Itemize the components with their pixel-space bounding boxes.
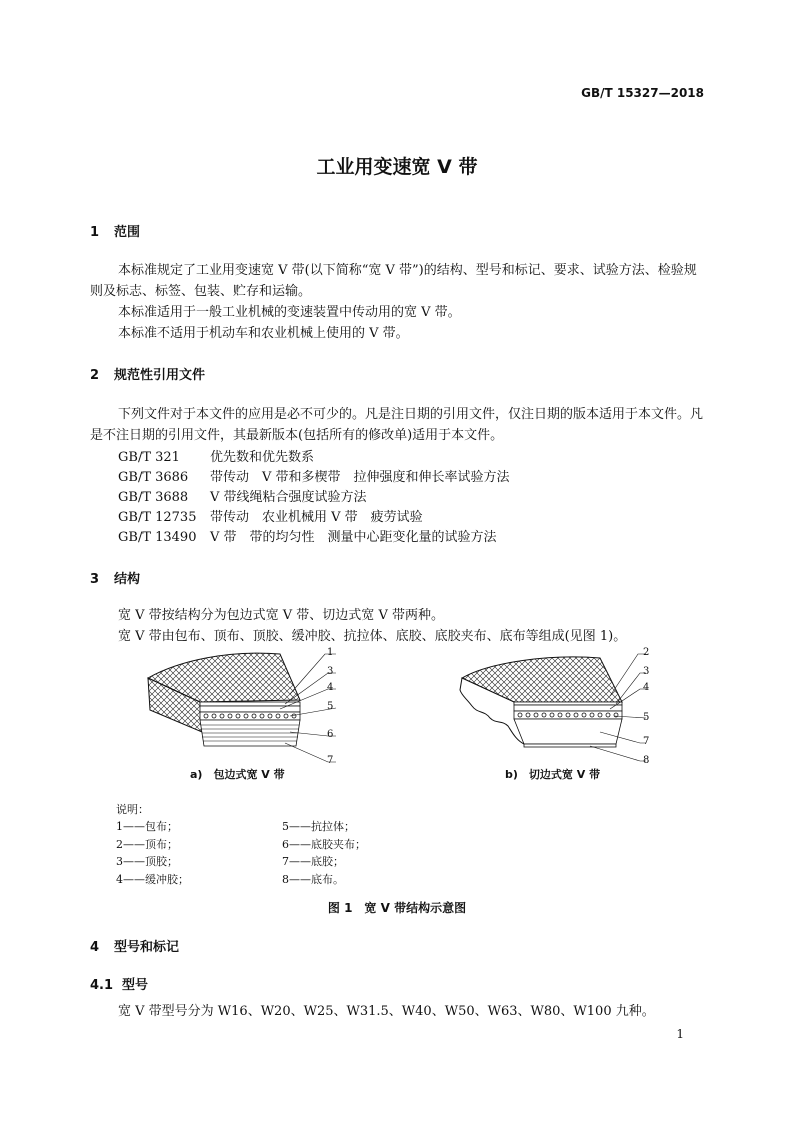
cushion-layer (200, 712, 300, 720)
reference-title: 带传动 V 带和多楔带 拉伸强度和伸长率试验方法 (210, 470, 510, 485)
section-4-heading (90, 936, 179, 955)
callout-label: 6 (327, 729, 334, 740)
section-number: 4.1 (90, 978, 114, 993)
callout-label: 1 (327, 647, 334, 658)
bottom-cloth-layer (524, 744, 616, 747)
figure-a-belt-diagram (140, 640, 350, 775)
legend-item: 6——底胶夹布； (282, 838, 366, 851)
reference-title: 优先数和优先数系 (210, 450, 315, 465)
top-cloth-layer (514, 702, 622, 705)
callout-label: 4 (327, 682, 334, 693)
reference-code: GB/T 13490 (118, 530, 197, 545)
figure-caption: 图 1 宽 V 带结构示意图 (327, 901, 467, 915)
page-title: 工业用变速宽 V 带 (316, 156, 478, 178)
legend-item: 3——顶胶； (116, 855, 178, 868)
legend-item: 2——顶布； (116, 838, 178, 851)
reference-title: 带传动 农业机械用 V 带 疲劳试验 (210, 510, 423, 525)
paragraph: 宽 V 带型号分为 W16、W20、W25、W31.5、W40、W50、W63、W80、W100 九种。 (118, 1004, 655, 1019)
callout-label: 2 (643, 647, 650, 658)
legend-item: 7——底胶； (282, 855, 344, 868)
paragraph: 本标准适用于一般工业机械的变速装置中传动用的宽 V 带。 (118, 305, 461, 320)
reference-item (118, 486, 367, 505)
section-title: 型号和标记 (114, 940, 180, 955)
page-number: 1 (676, 1027, 684, 1041)
paragraph: 本标准规定了工业用变速宽 V 带(以下简称“宽 V 带”)的结构、型号和标记、要求、试验方法、检验规则及标志、标签、包装、贮存和运输。 (90, 263, 697, 299)
figure-a-caption: a) 包边式宽 V 带 (190, 768, 285, 781)
legend-item: 4——缓冲胶； (116, 873, 189, 886)
section-title: 型号 (122, 978, 149, 993)
paragraph: 宽 V 带按结构分为包边式宽 V 带、切边式宽 V 带两种。 (118, 608, 444, 623)
callout-label: 3 (327, 666, 334, 677)
legend-item: 5——抗拉体； (282, 820, 355, 833)
callout-label: 5 (643, 712, 650, 723)
callout-label: 7 (643, 736, 650, 747)
section-title: 结构 (114, 572, 141, 587)
section-1-heading (90, 221, 140, 240)
top-rubber-layer (514, 705, 622, 711)
section-2-heading (90, 364, 205, 383)
bottom-rubber-layer (514, 719, 622, 744)
reference-item (118, 526, 497, 545)
paragraph: 本标准不适用于机动车和农业机械上使用的 V 带。 (118, 326, 409, 341)
figure-b-belt-diagram (450, 640, 660, 775)
reference-code: GB/T 321 (118, 450, 180, 465)
section-3-heading (90, 568, 140, 587)
callout-label: 5 (327, 701, 334, 712)
callout-label: 4 (643, 682, 650, 693)
reference-code: GB/T 3686 (118, 470, 189, 485)
standard-number: GB/T 15327—2018 (581, 86, 704, 100)
section-number: 4 (90, 940, 100, 955)
callout-label: 7 (327, 755, 334, 766)
section-number: 1 (90, 225, 100, 240)
section-number: 2 (90, 368, 100, 383)
reference-code: GB/T 3688 (118, 490, 189, 505)
reference-title: V 带线绳粘合强度试验方法 (210, 490, 367, 505)
legend-item: 1——包布； (116, 820, 178, 833)
section-title: 规范性引用文件 (114, 368, 206, 383)
callout-label: 8 (643, 755, 650, 766)
section-number: 3 (90, 572, 100, 587)
paragraph: 下列文件对于本文件的应用是必不可少的。凡是注日期的引用文件，仅注日期的版本适用于本文件。凡是不注日期的引用文件，其最新版本(包括所有的修改单)适用于本文件。 (90, 407, 704, 443)
reference-item (118, 446, 314, 465)
reference-title: V 带 带的均匀性 测量中心距变化量的试验方法 (210, 530, 497, 545)
section-4-1-heading (90, 974, 148, 993)
reference-item (118, 466, 510, 485)
reference-code: GB/T 12735 (118, 510, 197, 525)
section-title: 范围 (114, 225, 141, 240)
figure-b-caption: b) 切边式宽 V 带 (505, 768, 601, 781)
legend-item: 8——底布。 (282, 873, 344, 886)
paragraph: 宽 V 带由包布、顶布、顶胶、缓冲胶、抗拉体、底胶、底胶夹布、底布等组成(见图 1)。 (118, 629, 627, 644)
callout-label: 3 (643, 666, 650, 677)
legend-title: 说明： (116, 803, 149, 816)
reference-item (118, 506, 423, 525)
